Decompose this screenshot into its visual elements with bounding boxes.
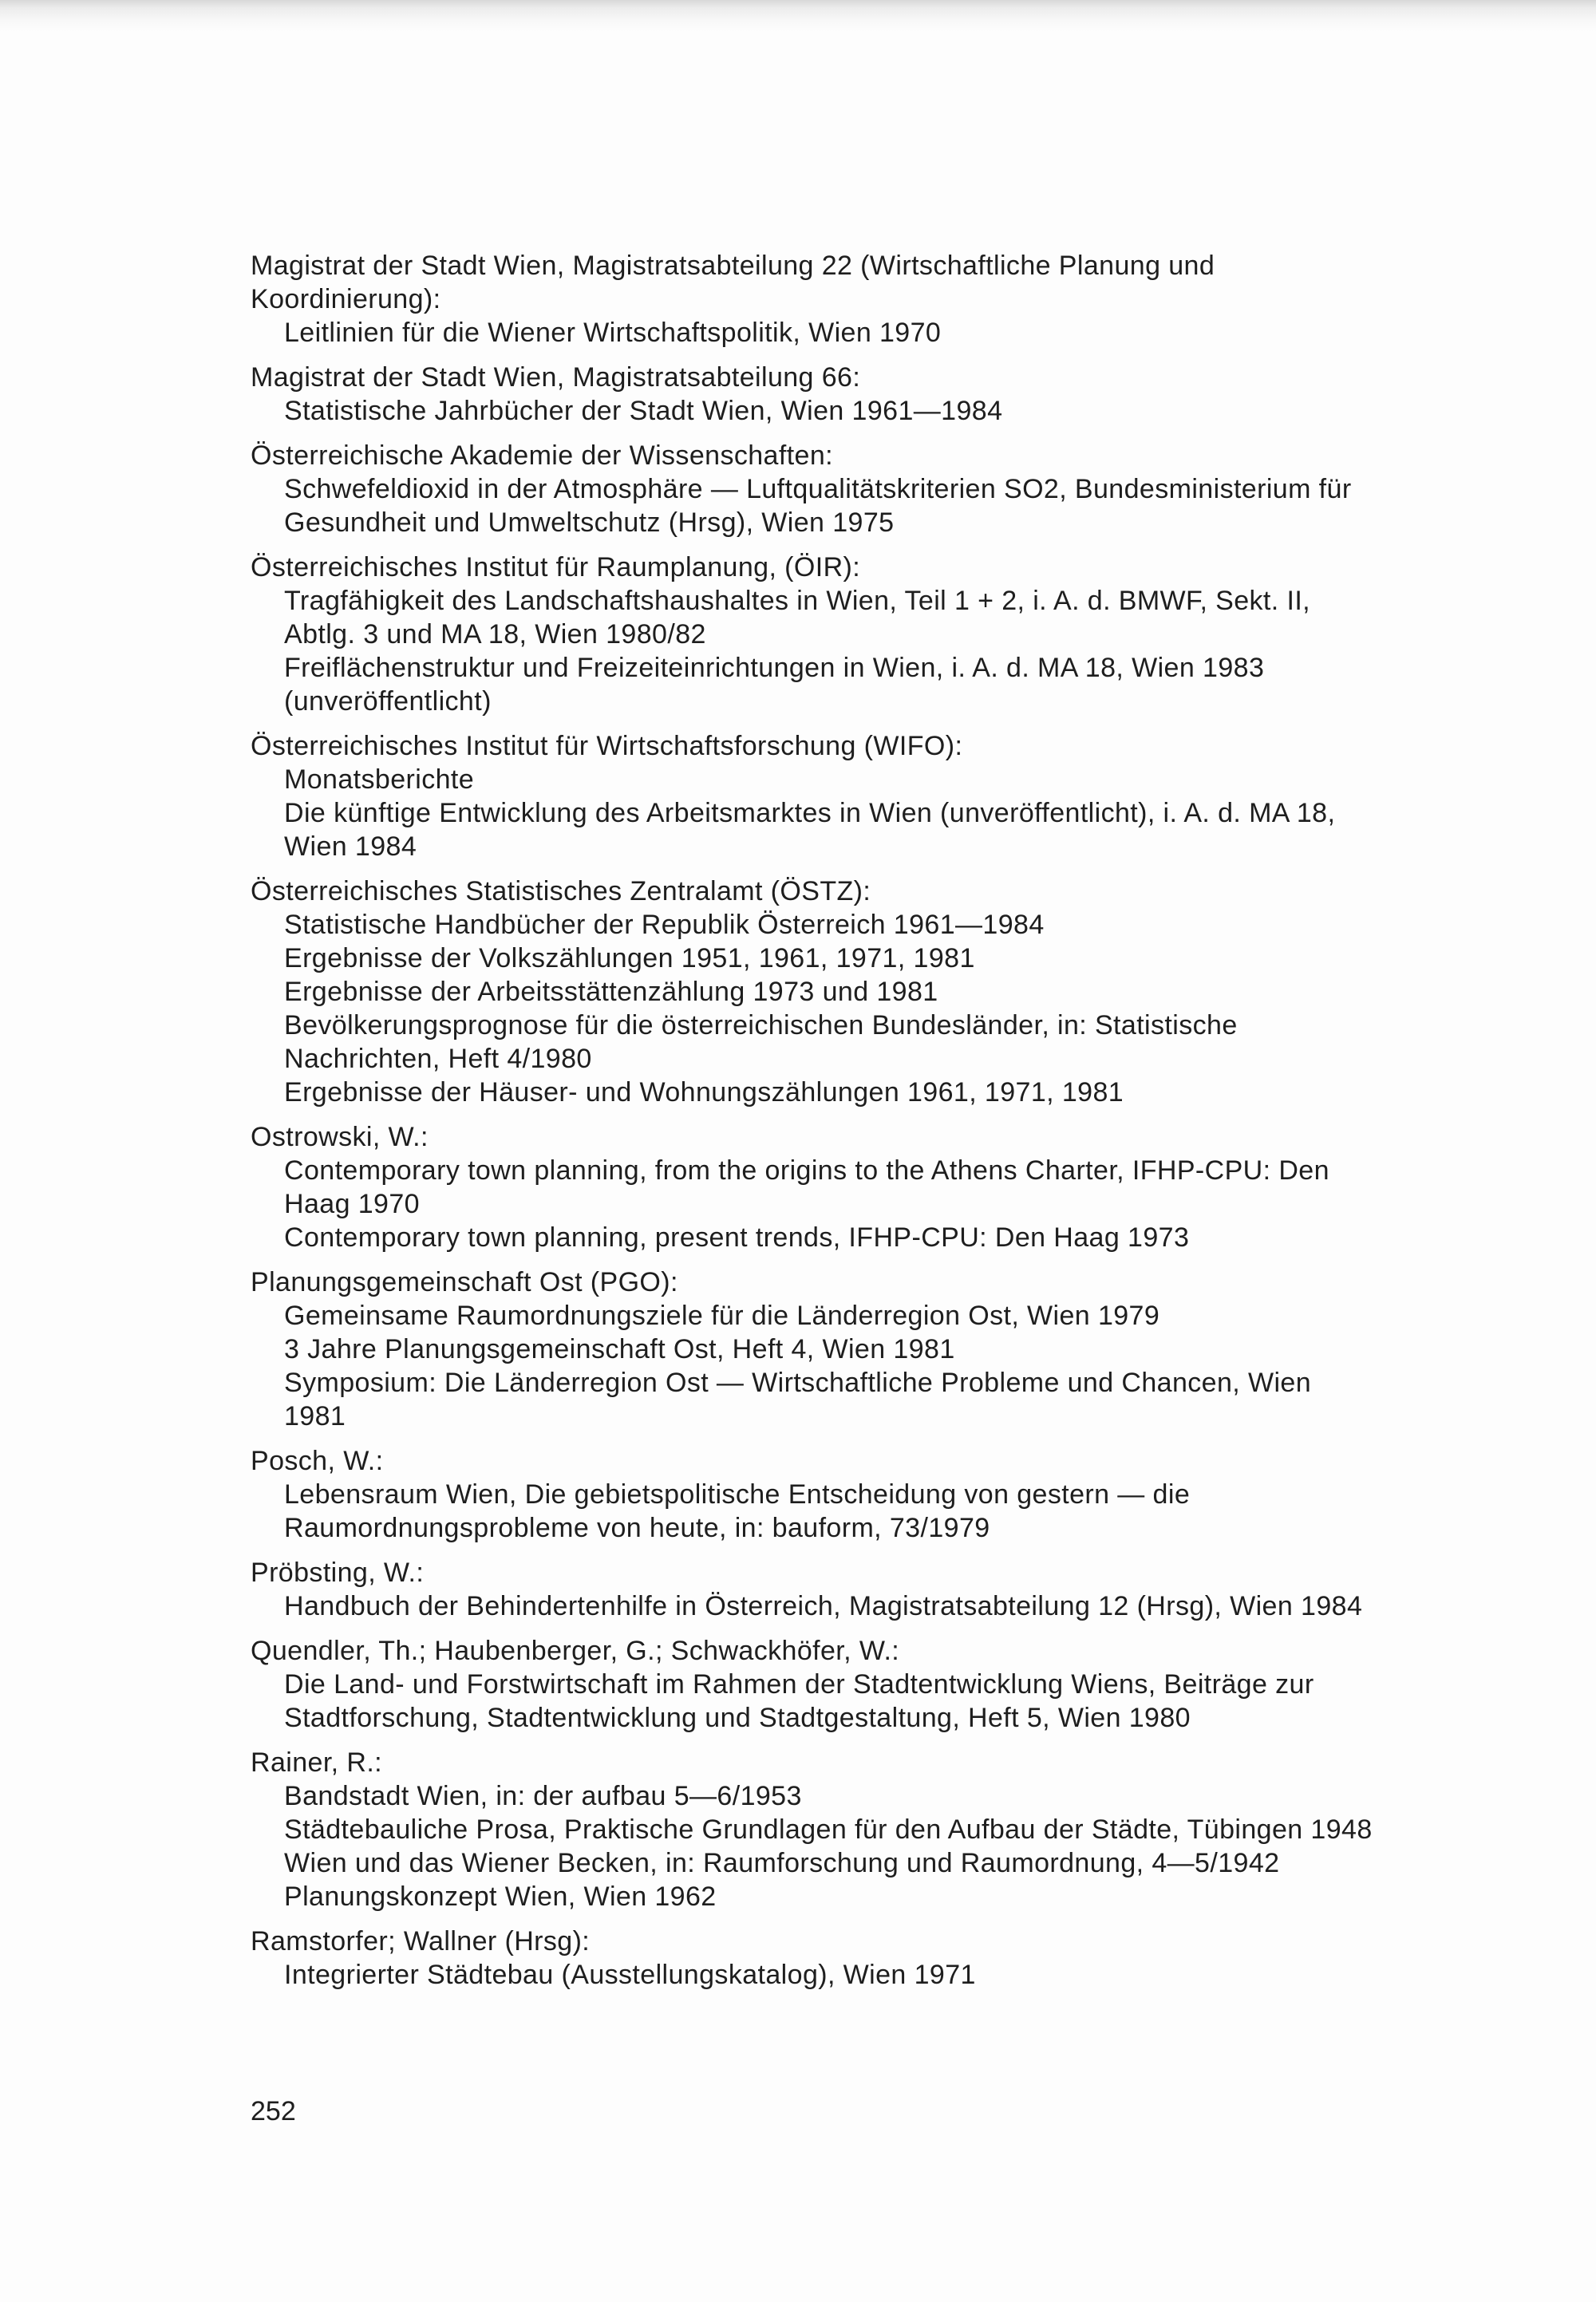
bibliography-entry	[251, 249, 1376, 349]
entry-work: Die Land- und Forstwirtschaft im Rahmen der Stadtentwicklung Wiens, Beiträge zur Stadtforschung, Stadtentwicklung und Stadtgestaltung, Heft 5, Wien 1980	[284, 1669, 1314, 1733]
bibliography-entry	[251, 439, 1376, 539]
entry-work: Die künftige Entwicklung des Arbeitsmarktes in Wien (unveröffentlicht), i. A. d. MA 18, Wien 1984	[284, 798, 1336, 862]
entry-work: Ergebnisse der Volkszählungen 1951, 1961, 1971, 1981	[284, 943, 975, 973]
entry-work: Handbuch der Behindertenhilfe in Österreich, Magistratsabteilung 12 (Hrsg), Wien 1984	[284, 1591, 1363, 1621]
entry-work: Bevölkerungsprognose für die österreichischen Bundesländer, in: Statistische Nachrichten, Heft 4/1980	[284, 1010, 1238, 1074]
bibliography-entry	[251, 1925, 1376, 1992]
bibliography-entry	[251, 361, 1376, 428]
entry-work: Statistische Jahrbücher der Stadt Wien, Wien 1961—1984	[284, 396, 1003, 426]
entry-author: Magistrat der Stadt Wien, Magistratsabteilung 66:	[251, 362, 861, 393]
entry-author: Österreichisches Institut für Wirtschaftsforschung (WIFO):	[251, 731, 963, 761]
entry-work: Städtebauliche Prosa, Praktische Grundlagen für den Aufbau der Städte, Tübingen 1948	[284, 1814, 1373, 1845]
entry-work	[251, 584, 1376, 618]
bibliography-entry	[251, 1746, 1376, 1913]
bibliography-entry	[251, 1556, 1376, 1623]
bibliography-entry	[251, 1266, 1376, 1433]
entry-author: Ramstorfer; Wallner (Hrsg):	[251, 1926, 591, 1957]
entry-author: Planungsgemeinschaft Ost (PGO):	[251, 1267, 678, 1297]
entry-work: Schwefeldioxid in der Atmosphäre — Luftqualitätskriterien SO2, Bundesministerium für Gesundheit und Umweltschutz (Hrsg), Wien 1975	[284, 474, 1352, 538]
entry-work: Statistische Handbücher der Republik Österreich 1961—1984	[284, 910, 1045, 940]
entry-work-text: Tragfähigkeit des Landschaftshaushaltes in Wien, Teil 1 + 2, i. A. d. BMWF, Sekt. II,	[284, 586, 1311, 616]
bibliography-entry	[251, 1444, 1376, 1545]
entry-work: Ergebnisse der Häuser- und Wohnungszählungen 1961, 1971, 1981	[284, 1077, 1124, 1108]
entry-work: Symposium: Die Länderregion Ost — Wirtschaftliche Probleme und Chancen, Wien 1981	[284, 1368, 1312, 1431]
entry-author: Posch, W.:	[251, 1446, 384, 1476]
bibliography-entry	[251, 551, 1376, 718]
entry-author: Rainer, R.:	[251, 1747, 383, 1778]
entry-work: Monatsberichte	[284, 764, 475, 795]
entry-author: Magistrat der Stadt Wien, Magistratsabteilung 22 (Wirtschaftliche Planung und Koordinierung):	[251, 251, 1215, 314]
entry-author: Österreichisches Institut für Raumplanung, (ÖIR):	[251, 552, 861, 582]
entry-work: Bandstadt Wien, in: der aufbau 5—6/1953	[284, 1781, 802, 1811]
entry-work: Freiflächenstruktur und Freizeiteinrichtungen in Wien, i. A. d. MA 18, Wien 1983 (unveröffentlicht)	[284, 653, 1265, 717]
bibliography-entry	[251, 1120, 1376, 1254]
entry-work: Planungskonzept Wien, Wien 1962	[284, 1881, 717, 1912]
bibliography-entry	[251, 875, 1376, 1109]
entry-work: Contemporary town planning, from the origins to the Athens Charter, IFHP-CPU: Den Haag 1970	[284, 1155, 1329, 1219]
entry-work: 3 Jahre Planungsgemeinschaft Ost, Heft 4, Wien 1981	[284, 1334, 955, 1364]
entry-work: Lebensraum Wien, Die gebietspolitische Entscheidung von gestern — die Raumordnungsprobleme von heute, in: bauform, 73/1979	[284, 1479, 1191, 1543]
bibliography-list	[251, 249, 1376, 2003]
entry-author: Ostrowski, W.:	[251, 1122, 429, 1152]
page-number: 252	[251, 2096, 296, 2126]
bibliography-entry	[251, 1634, 1376, 1735]
entry-work: Gemeinsame Raumordnungsziele für die Länderregion Ost, Wien 1979	[284, 1301, 1160, 1331]
entry-work: Leitlinien für die Wiener Wirtschaftspolitik, Wien 1970	[284, 318, 942, 348]
entry-work: Abtlg. 3 und MA 18, Wien 1980/82	[284, 619, 706, 650]
entry-author: Österreichische Akademie der Wissenschaften:	[251, 440, 834, 471]
entry-work: Ergebnisse der Arbeitsstättenzählung 1973 und 1981	[284, 977, 938, 1007]
entry-work: Wien und das Wiener Becken, in: Raumforschung und Raumordnung, 4—5/1942	[284, 1848, 1280, 1878]
entry-author: Pröbsting, W.:	[251, 1558, 425, 1588]
entry-author: Österreichisches Statistisches Zentralamt (ÖSTZ):	[251, 876, 871, 906]
entry-author: Quendler, Th.; Haubenberger, G.; Schwackhöfer, W.:	[251, 1636, 900, 1666]
entry-work: Contemporary town planning, present trends, IFHP-CPU: Den Haag 1973	[284, 1222, 1190, 1253]
scan-edge	[0, 0, 1596, 32]
bibliography-entry	[251, 729, 1376, 863]
entry-work: Integrierter Städtebau (Ausstellungskatalog), Wien 1971	[284, 1960, 976, 1990]
